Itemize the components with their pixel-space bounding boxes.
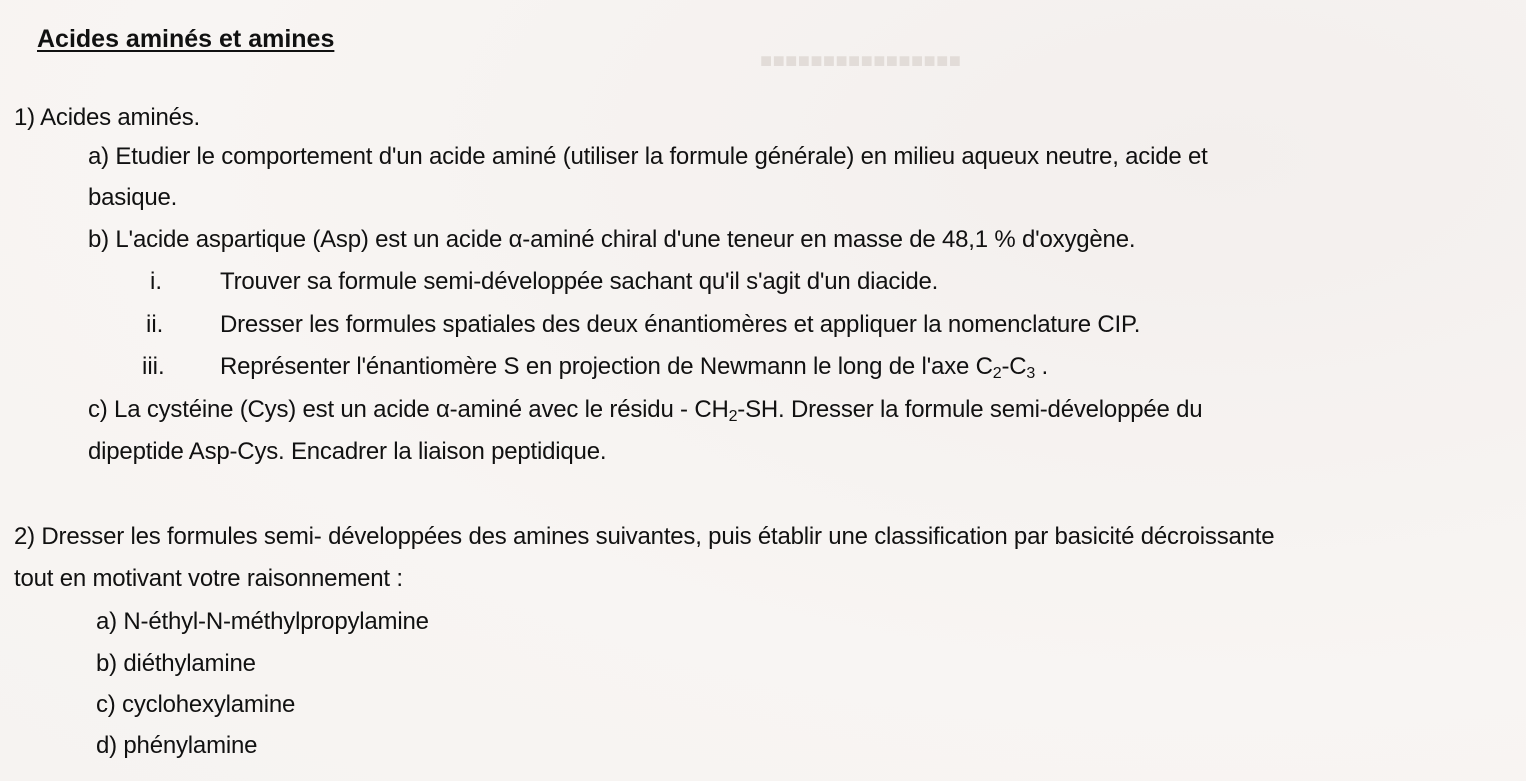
question-c-line-2: dipeptide Asp-Cys. Encadrer la liaison peptidique. [88,438,607,465]
amine-item: a) N-éthyl-N-méthylpropylamine [96,608,429,635]
section-1-heading: 1) Acides aminés. [14,104,201,131]
sub-item-number: i. [150,268,162,295]
amine-item: d) phénylamine [96,732,258,759]
sub-item-text: Trouver sa formule semi-développée sachant qu'il s'agit d'un diacide. [220,268,939,295]
amine-item: b) diéthylamine [96,650,256,677]
question-a-line-2: basique. [88,184,178,211]
question-b: b) L'acide aspartique (Asp) est un acide α-aminé chiral d'une teneur en masse de 48,1 % d'oxygène. [88,226,1136,253]
section-2-line-1: 2) Dresser les formules semi- développées des amines suivantes, puis établir une classification par basicité décroissante [14,523,1275,550]
sub-item-number: iii. [142,353,165,380]
question-a-line-1: a) Etudier le comportement d'un acide aminé (utiliser la formule générale) en milieu aqueux neutre, acide et [88,143,1208,170]
page-title: Acides aminés et amines [37,25,335,53]
sub-item-number: ii. [146,311,164,338]
sub-item-text: Dresser les formules spatiales des deux énantiomères et appliquer la nomenclature CIP. [220,311,1141,338]
amine-item: c) cyclohexylamine [96,691,296,718]
question-c-line-1: c) La cystéine (Cys) est un acide α-aminé avec le résidu - $CH_2-SH$. Dresser la formule semi-développée du [88,396,1203,425]
bleed-through-text: ■■■■■■■■■■■■■■■■ [760,50,962,72]
section-2-line-2: tout en motivant votre raisonnement : [14,565,403,592]
sub-item-text: Représenter l'énantiomère S en projection de Newmann le long de l'axe $C_2-C_3$ . [220,353,1049,382]
